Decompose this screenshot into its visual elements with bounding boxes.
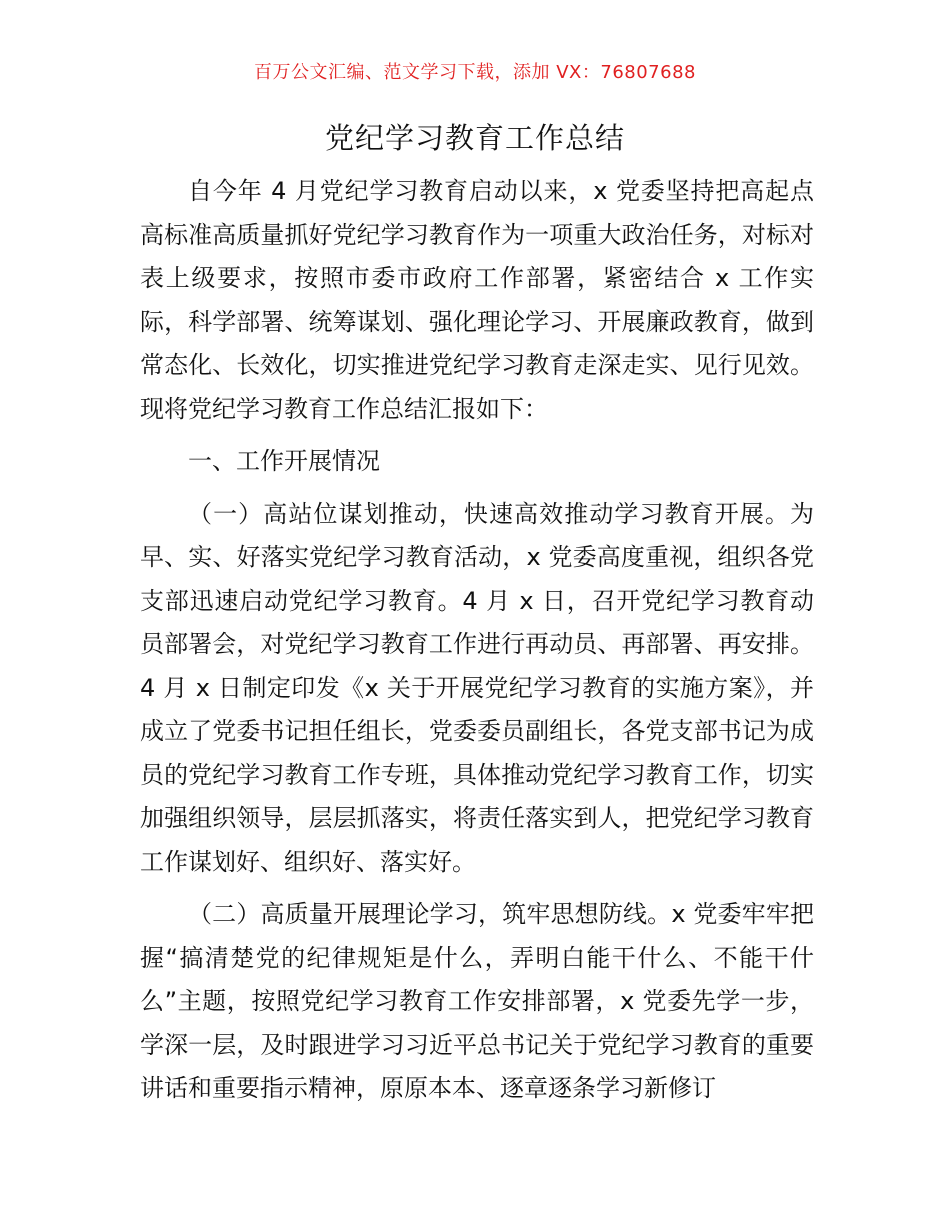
paragraph-intro: 自今年 4 月党纪学习教育启动以来，x 党委坚持把高起点高标准高质量抓好党纪学习教育作为一项重大政治任务，对标对表上级要求，按照市委市政府工作部署，紧密结合 x 工作实际，科学部署、统筹谋划、强化理论学习、开展廉政教育，做到常态化、长效化，切实推进党纪学习教育走深走实、见行见效。现将党纪学习教育工作总结汇报如下： xyxy=(140,177,814,423)
paragraph-section-1: （一）高站位谋划推动，快速高效推动学习教育开展。为早、实、好落实党纪学习教育活动，x 党委高度重视，组织各党支部迅速启动党纪学习教育。4 月 x 日，召开党纪学习教育动员部署会，对党纪学习教育工作进行再动员、再部署、再安排。4 月 x 日制定印发《x 关于开展党纪学习教育的实施方案》，并成立了党委书记担任组长，党委委员副组长，各党支部书记为成员的党纪学习教育工作专班，具体推动党纪学习教育工作，切实加强组织领导，层层抓落实，将责任落实到人，把党纪学习教育工作谋划好、组织好、落实好。 xyxy=(140,499,814,876)
section-heading: 一、工作开展情况 xyxy=(188,447,380,475)
watermark-header: 百万公文汇编、范文学习下载，添加 VX：76807688 xyxy=(254,62,696,83)
paragraph-section-2: （二）高质量开展理论学习，筑牢思想防线。x 党委牢牢把握“搞清楚党的纪律规矩是什么，弄明白能干什么、不能干什么”主题，按照党纪学习教育工作安排部署，x 党委先学一步，学深一层，及时跟进学习习近平总书记关于党纪学习教育的重要讲话和重要指示精神，原原本本、逐章逐条学习新修订 xyxy=(140,900,814,1102)
document-title: 党纪学习教育工作总结 xyxy=(324,121,625,155)
document-body xyxy=(140,170,814,1111)
